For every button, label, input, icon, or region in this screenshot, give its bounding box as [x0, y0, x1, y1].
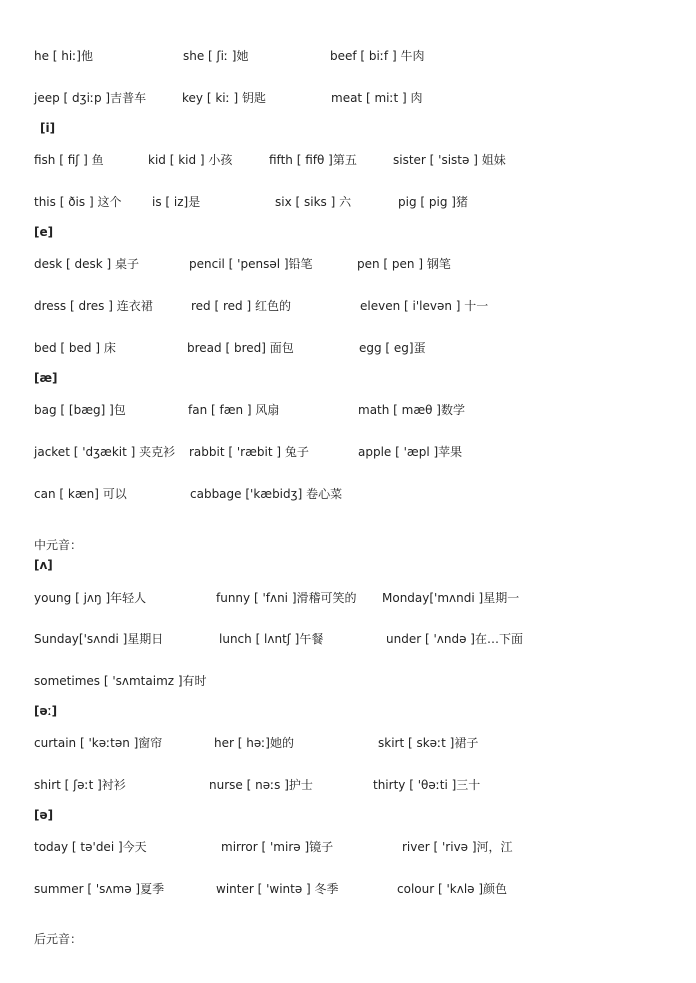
vocab-entry: cabbage ['kæbidʒ] 卷心菜: [190, 487, 343, 501]
vocab-entry: young [ jʌŋ ]年轻人: [34, 591, 147, 605]
vocab-row: [0, 150, 696, 170]
vocab-entry: under [ 'ʌndə ]在…下面: [386, 632, 523, 646]
vocab-entry: he [ hiː]他: [34, 49, 93, 63]
vocab-entry: beef [ biːf ] 牛肉: [330, 49, 425, 63]
vocab-entry: dress [ dres ] 连衣裙: [34, 299, 153, 313]
vocab-entry: this [ ðis ] 这个: [34, 195, 122, 209]
vocab-entry: pencil [ 'pensəl ]铅笔: [189, 257, 313, 271]
vocab-row: [0, 88, 696, 108]
vocab-entry: eleven [ i'levən ] 十一: [360, 299, 489, 313]
vocab-entry: nurse [ nəːs ]护士: [209, 778, 313, 792]
vocab-row: [0, 588, 696, 608]
vocab-entry: egg [ eg]蛋: [359, 341, 426, 355]
vocab-entry: mirror [ 'mirə ]镜子: [221, 840, 334, 854]
vocab-entry: bag [ [bæg] ]包: [34, 403, 126, 417]
vocab-entry: six [ siks ] 六: [275, 195, 352, 209]
vocab-entry: can [ kæn] 可以: [34, 487, 127, 501]
vocab-row: [0, 733, 696, 753]
vocab-entry: today [ tə'dei ]今天: [34, 840, 147, 854]
vocab-entry: Monday['mʌndi ]星期一: [382, 591, 520, 605]
vocab-row: [0, 837, 696, 857]
vocab-row: [0, 629, 696, 649]
vocab-entry: shirt [ ʃəːt ]衬衫: [34, 778, 126, 792]
vocab-entry: Sunday['sʌndi ]星期日: [34, 632, 164, 646]
phoneme-heading: [æ]: [34, 371, 58, 385]
vocab-row: [0, 671, 696, 691]
phoneme-heading: [ə]: [34, 808, 54, 822]
vocab-entry: pig [ pig ]猪: [398, 195, 468, 209]
vocab-entry: bread [ bred] 面包: [187, 341, 294, 355]
vocab-entry: curtain [ 'kəːtən ]窗帘: [34, 736, 163, 750]
vocab-entry: sometimes [ 'sʌmtaimz ]有时: [34, 674, 207, 688]
section-heading: 中元音：: [34, 538, 83, 552]
vocab-row: [0, 775, 696, 795]
vocab-entry: fish [ fiʃ ] 鱼: [34, 153, 104, 167]
vocab-row: [0, 46, 696, 66]
phoneme-heading: [i]: [40, 121, 56, 135]
vocab-entry: her [ həː]她的: [214, 736, 294, 750]
vocab-entry: desk [ desk ] 桌子: [34, 257, 140, 271]
vocab-row: [0, 192, 696, 212]
vocab-entry: sister [ 'sistə ] 姐妹: [393, 153, 506, 167]
vocab-entry: meat [ miːt ] 肉: [331, 91, 423, 105]
section-heading: 后元音：: [34, 932, 83, 946]
vocab-entry: fan [ fæn ] 风扇: [188, 403, 280, 417]
vocab-row: [0, 254, 696, 274]
vocab-row: [0, 296, 696, 316]
vocab-row: [0, 484, 696, 504]
vocab-entry: funny [ 'fʌni ]滑稽可笑的: [216, 591, 357, 605]
vocab-entry: skirt [ skəːt ]裙子: [378, 736, 479, 750]
vocab-entry: kid [ kid ] 小孩: [148, 153, 233, 167]
vocab-entry: thirty [ 'θəːti ]三十: [373, 778, 481, 792]
vocab-entry: jeep [ dʒiːp ]吉普车: [34, 91, 147, 105]
vocab-entry: she [ ʃiː ]她: [183, 49, 249, 63]
vocab-entry: lunch [ lʌntʃ ]午餐: [219, 632, 324, 646]
vocab-entry: jacket [ 'dʒækit ] 夹克衫: [34, 445, 176, 459]
vocab-entry: is [ iz]是: [152, 195, 201, 209]
vocab-entry: math [ mæθ ]数学: [358, 403, 465, 417]
vocab-row: [0, 879, 696, 899]
vocab-entry: bed [ bed ] 床: [34, 341, 116, 355]
vocab-entry: winter [ 'wintə ] 冬季: [216, 882, 339, 896]
phoneme-heading: [ʌ]: [34, 558, 53, 572]
phoneme-heading: [əː]: [34, 704, 58, 718]
vocab-entry: rabbit [ 'ræbit ] 兔子: [189, 445, 309, 459]
vocab-row: [0, 338, 696, 358]
vocab-row: [0, 400, 696, 420]
vocab-entry: colour [ 'kʌlə ]颜色: [397, 882, 508, 896]
vocab-entry: fifth [ fifθ ]第五: [269, 153, 357, 167]
phoneme-heading: [e]: [34, 225, 54, 239]
vocab-entry: pen [ pen ] 钢笔: [357, 257, 451, 271]
vocab-entry: apple [ 'æpl ]苹果: [358, 445, 463, 459]
vocab-entry: key [ kiː ] 钥匙: [182, 91, 266, 105]
vocab-entry: red [ red ] 红色的: [191, 299, 291, 313]
vocab-entry: summer [ 'sʌmə ]夏季: [34, 882, 165, 896]
vocab-entry: river [ 'rivə ]河，江: [402, 840, 513, 854]
vocab-row: [0, 442, 696, 462]
